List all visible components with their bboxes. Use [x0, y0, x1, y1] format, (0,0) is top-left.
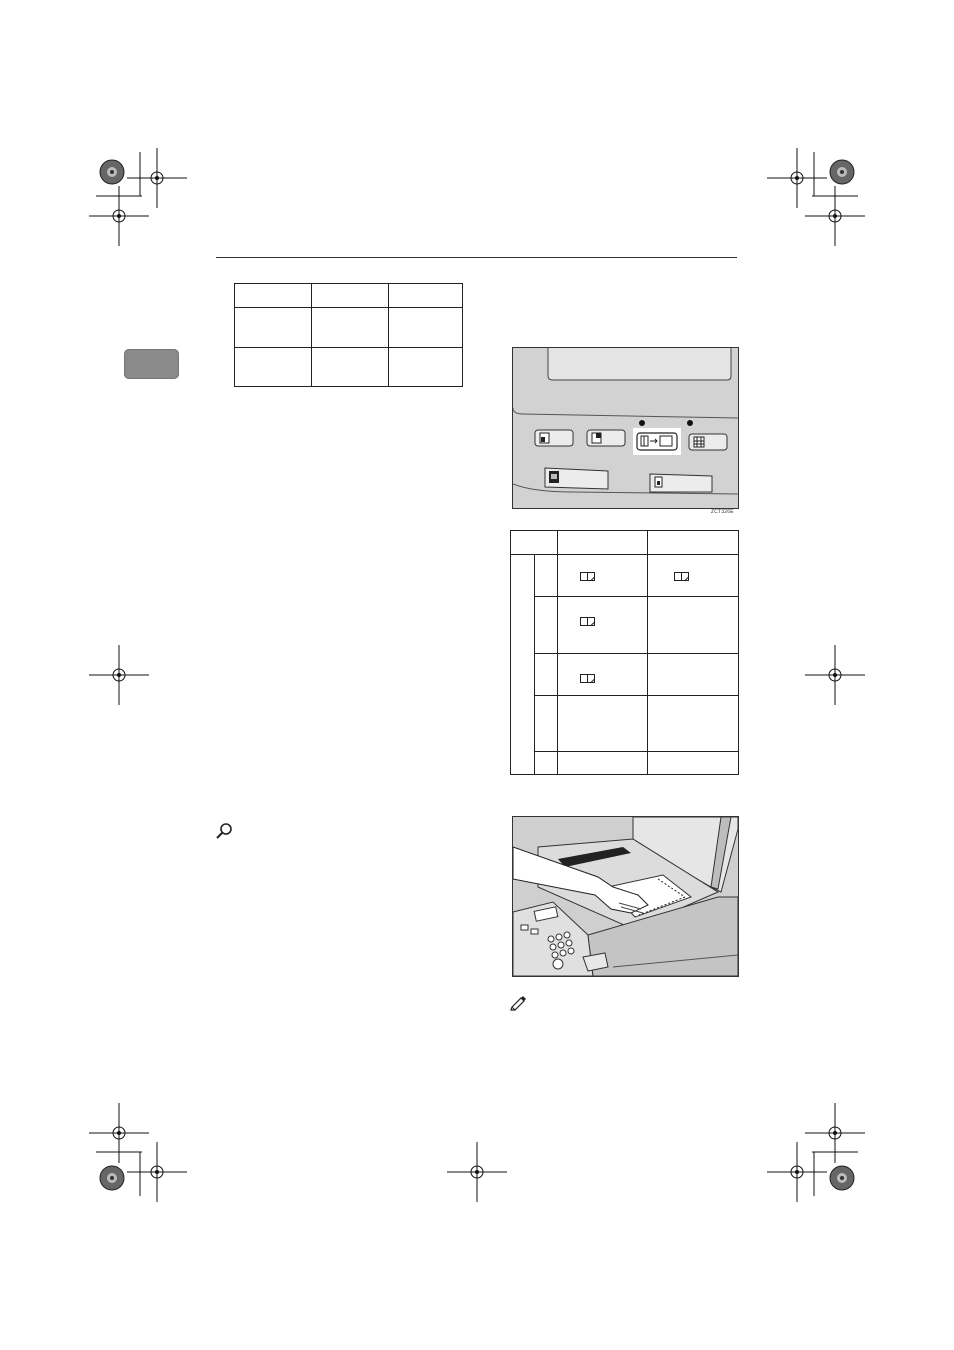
- paper-orientation-icon: [674, 572, 690, 581]
- crosshair-top-left-a: [127, 148, 187, 208]
- table-cell: [312, 284, 389, 308]
- starburst-mark-bottom-right: [830, 1166, 854, 1190]
- pencil-icon: [510, 995, 528, 1011]
- crosshair-top-right-a: [767, 148, 827, 208]
- magnifier-icon: [215, 822, 235, 842]
- crosshair-bottom-right-b: [767, 1142, 827, 1202]
- table-cell: [558, 597, 648, 654]
- crosshair-bottom-center: [447, 1142, 507, 1202]
- exposure-glass-illustration: [512, 816, 739, 977]
- table-cell: [558, 531, 648, 555]
- table-cell: [235, 348, 312, 387]
- table-cell: [535, 696, 558, 752]
- table-cell: [648, 531, 739, 555]
- chapter-tab: [124, 349, 179, 379]
- figure-caption: ZCT326E: [711, 509, 734, 515]
- control-panel-illustration: [512, 347, 739, 509]
- table-cell: [535, 555, 558, 597]
- table-cell: [312, 348, 389, 387]
- starburst-mark-bottom-left: [100, 1166, 124, 1190]
- table-cell: [535, 597, 558, 654]
- starburst-mark-top-right: [830, 160, 854, 184]
- indicator-lamp: [687, 420, 693, 426]
- table-cell: [648, 654, 739, 696]
- settings-table: [234, 283, 463, 387]
- table-cell: [312, 308, 389, 348]
- function-key-right: [650, 474, 712, 492]
- table-cell: [648, 555, 739, 597]
- function-key-left: [545, 468, 608, 489]
- starburst-mark-top-left: [100, 160, 124, 184]
- indicator-lamp: [639, 420, 645, 426]
- header-rule: [216, 257, 737, 258]
- crosshair-bottom-left-b: [127, 1142, 187, 1202]
- mode-key-4: [689, 434, 727, 450]
- table-cell: [235, 308, 312, 348]
- control-panel-drawing: [513, 348, 738, 508]
- table-cell: [558, 654, 648, 696]
- table-cell: [389, 348, 463, 387]
- table-cell: [558, 696, 648, 752]
- paper-orientation-icon: [580, 572, 596, 581]
- table-cell: [648, 696, 739, 752]
- table-cell: [235, 284, 312, 308]
- table-cell: [511, 531, 558, 555]
- exposure-glass-drawing: [513, 817, 738, 976]
- table-cell: [558, 555, 648, 597]
- table-cell: [535, 752, 558, 775]
- combine-originals-key: [637, 433, 677, 450]
- table-cell: [535, 654, 558, 696]
- table-cell: [389, 284, 463, 308]
- table-cell: [648, 597, 739, 654]
- mode-key-1: [535, 430, 573, 446]
- table-cell: [648, 752, 739, 775]
- table-cell: [558, 752, 648, 775]
- table-cell: [389, 308, 463, 348]
- crosshair-mid-right: [805, 645, 865, 705]
- mode-key-2: [587, 430, 625, 446]
- crosshair-mid-left: [89, 645, 149, 705]
- paper-size-table: [510, 530, 739, 775]
- table-cell: [511, 555, 535, 775]
- paper-orientation-icon: [580, 617, 596, 626]
- paper-orientation-icon: [580, 674, 596, 683]
